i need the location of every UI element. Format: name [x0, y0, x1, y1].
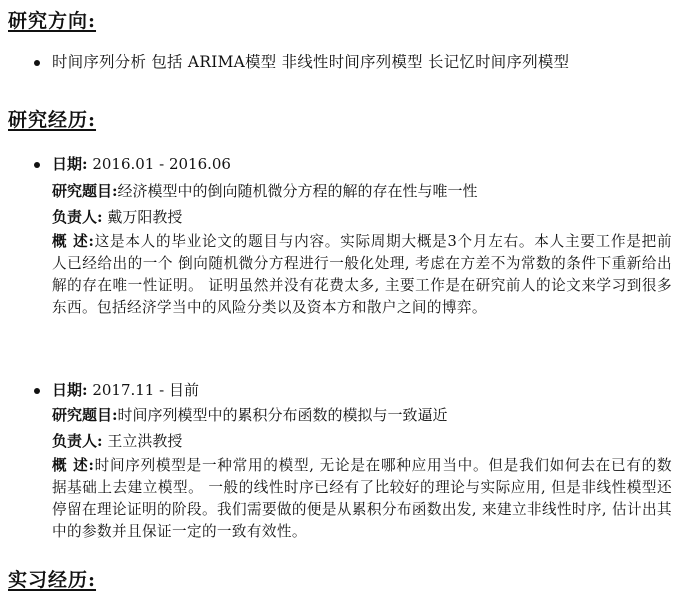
- summary-label: 概 述:: [52, 457, 95, 474]
- topic-label: 研究题目:: [52, 406, 118, 424]
- advisor-value: 王立洪教授: [102, 432, 183, 450]
- entry-2-date: [52, 380, 199, 400]
- research-direction-heading: 研究方向:: [8, 10, 97, 32]
- date-label: 日期:: [52, 381, 88, 399]
- research-direction-item: 时间序列分析 包括 ARIMA模型 非线性时间序列模型 长记忆时间序列模型: [52, 53, 570, 71]
- entry-2-advisor: [52, 431, 182, 451]
- advisor-value: 戴万阳教授: [102, 208, 183, 226]
- date-label: 日期:: [52, 155, 88, 173]
- topic-value: 经济模型中的倒向随机微分方程的解的存在性与唯一性: [117, 182, 478, 200]
- advisor-label: 负责人:: [52, 208, 103, 226]
- summary-value: 这是本人的毕业论文的题目与内容。实际周期大概是3个月左右。本人主要工作是把前人已经给出的一个 倒向随机微分方程进行一般化处理, 考虑在方差不为常数的条件下重新给出解的存在唯一性证明。 证明虽然并没有花费太多, 主要工作是在研究前人的论文来学习到很多东西。包括经济学当中的风险分类以及资本方和散户之间的博弈。: [52, 233, 672, 316]
- bullet-icon: [34, 388, 40, 394]
- summary-label: 概 述:: [52, 233, 95, 250]
- bullet-icon: [34, 162, 40, 168]
- entry-1-date: [52, 154, 231, 174]
- bullet-icon: [34, 60, 40, 66]
- advisor-label: 负责人:: [52, 432, 103, 450]
- entry-1-advisor: [52, 207, 182, 227]
- research-experience-heading: 研究经历:: [8, 109, 97, 131]
- date-value: 2017.11 - 目前: [87, 381, 199, 399]
- summary-value: 时间序列模型是一种常用的模型, 无论是在哪种应用当中。但是我们如何去在已有的数据基础上去建立模型。 一般的线性时序已经有了比较好的理论与实际应用, 但是非线性模型还停留在理论证明的阶段。我们需要做的便是从累积分布函数出发, 来建立非线性时序, 估计出其中的参数并且保证一定的一致有效性。: [52, 457, 672, 540]
- entry-2-summary: [52, 455, 672, 543]
- entry-1-summary: [52, 231, 672, 319]
- entry-2-topic: [52, 405, 448, 425]
- entry-1-topic: [52, 181, 478, 201]
- topic-value: 时间序列模型中的累积分布函数的模拟与一致逼近: [117, 406, 448, 424]
- date-value: 2016.01 - 2016.06: [87, 155, 231, 173]
- topic-label: 研究题目:: [52, 182, 118, 200]
- internship-experience-heading: 实习经历:: [8, 569, 97, 591]
